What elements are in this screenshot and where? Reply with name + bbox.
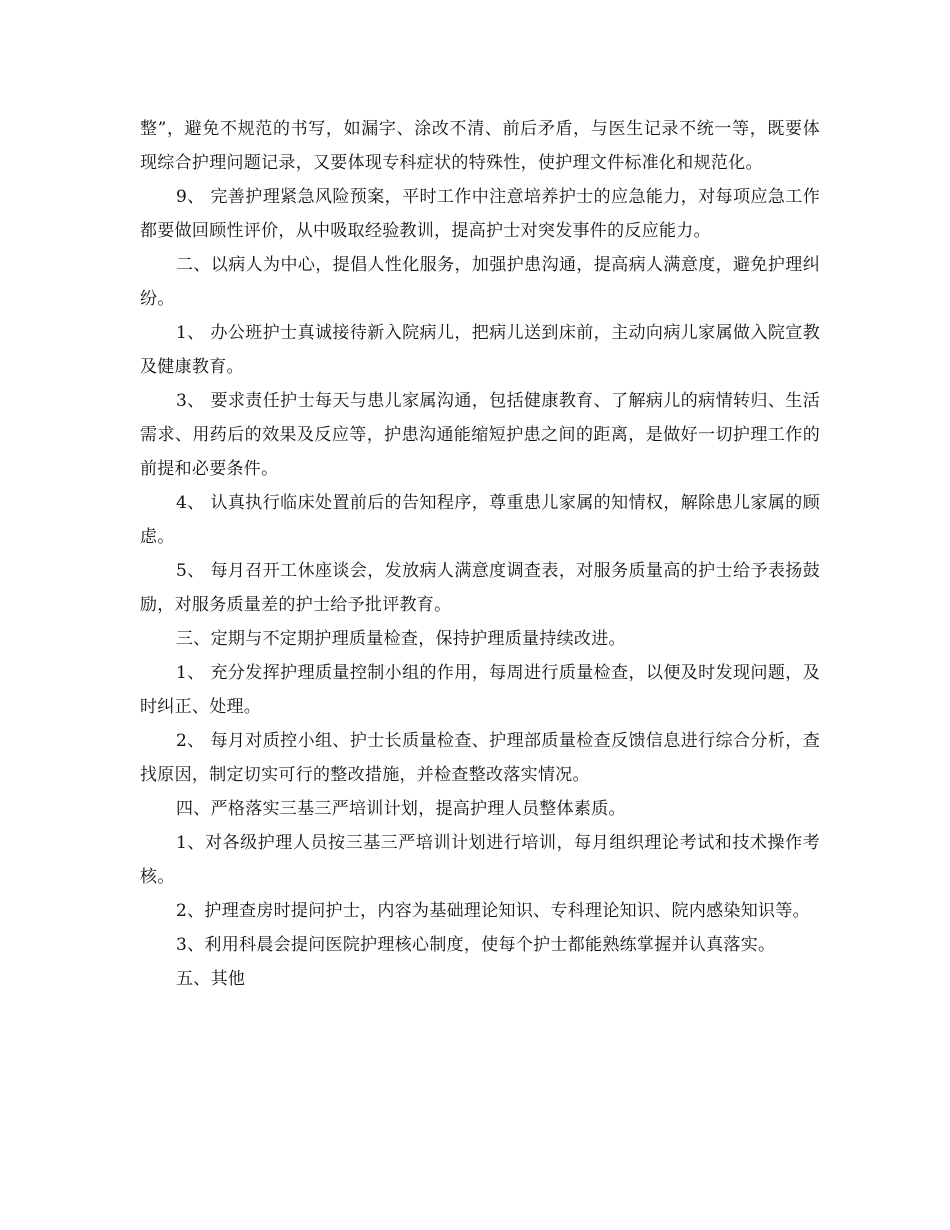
section-heading-2: 二、以病人为中心，提倡人性化服务，加强护患沟通，提高病人满意度，避免护理纠纷。 — [140, 255, 820, 309]
paragraph-item-4-2: 2、护理查房时提问护士，内容为基础理论知识、专科理论知识、院内感染知识等。 — [176, 901, 810, 921]
paragraph-item-2-4: 4、 认真执行临床处置前后的告知程序，尊重患儿家属的知情权，解除患儿家属的顾虑。 — [140, 493, 820, 547]
paragraph-item-4-1: 1、对各级护理人员按三基三严培训计划进行培训，每月组织理论考试和技术操作考核。 — [140, 833, 820, 887]
paragraph-continuation: 整”，避免不规范的书写，如漏字、涂改不清、前后矛盾，与医生记录不统一等，既要体现综合护理问题记录，又要体现专科症状的特殊性，使护理文件标准化和规范化。 — [140, 119, 820, 173]
section-heading-3: 三、定期与不定期护理质量检查，保持护理质量持续改进。 — [176, 629, 626, 649]
paragraph-item-2-5: 5、 每月召开工休座谈会，发放病人满意度调查表，对服务质量高的护士给予表扬鼓励，对服务质量差的护士给予批评教育。 — [140, 561, 820, 615]
document-body — [140, 112, 820, 996]
paragraph-item-2-3: 3、 要求责任护士每天与患儿家属沟通，包括健康教育、了解病儿的病情转归、生活需求、用药后的效果及反应等，护患沟通能缩短护患之间的距离，是做好一切护理工作的前提和必要条件。 — [140, 391, 820, 479]
section-heading-4: 四、严格落实三基三严培训计划，提高护理人员整体素质。 — [176, 799, 626, 819]
paragraph-item-3-1: 1、 充分发挥护理质量控制小组的作用，每周进行质量检查，以便及时发现问题，及时纠正、处理。 — [140, 663, 820, 717]
paragraph-item-3-2: 2、 每月对质控小组、护士长质量检查、护理部质量检查反馈信息进行综合分析，查找原因，制定切实可行的整改措施，并检查整改落实情况。 — [140, 731, 820, 785]
paragraph-item-9: 9、 完善护理紧急风险预案，平时工作中注意培养护士的应急能力，对每项应急工作都要做回顾性评价，从中吸取经验教训，提高护士对突发事件的反应能力。 — [140, 187, 820, 241]
section-heading-5: 五、其他 — [176, 969, 246, 989]
paragraph-item-4-3: 3、利用科晨会提问医院护理核心制度，使每个护士都能熟练掌握并认真落实。 — [176, 935, 776, 955]
paragraph-item-2-1: 1、 办公班护士真诚接待新入院病儿，把病儿送到床前，主动向病儿家属做入院宣教及健康教育。 — [140, 323, 820, 377]
